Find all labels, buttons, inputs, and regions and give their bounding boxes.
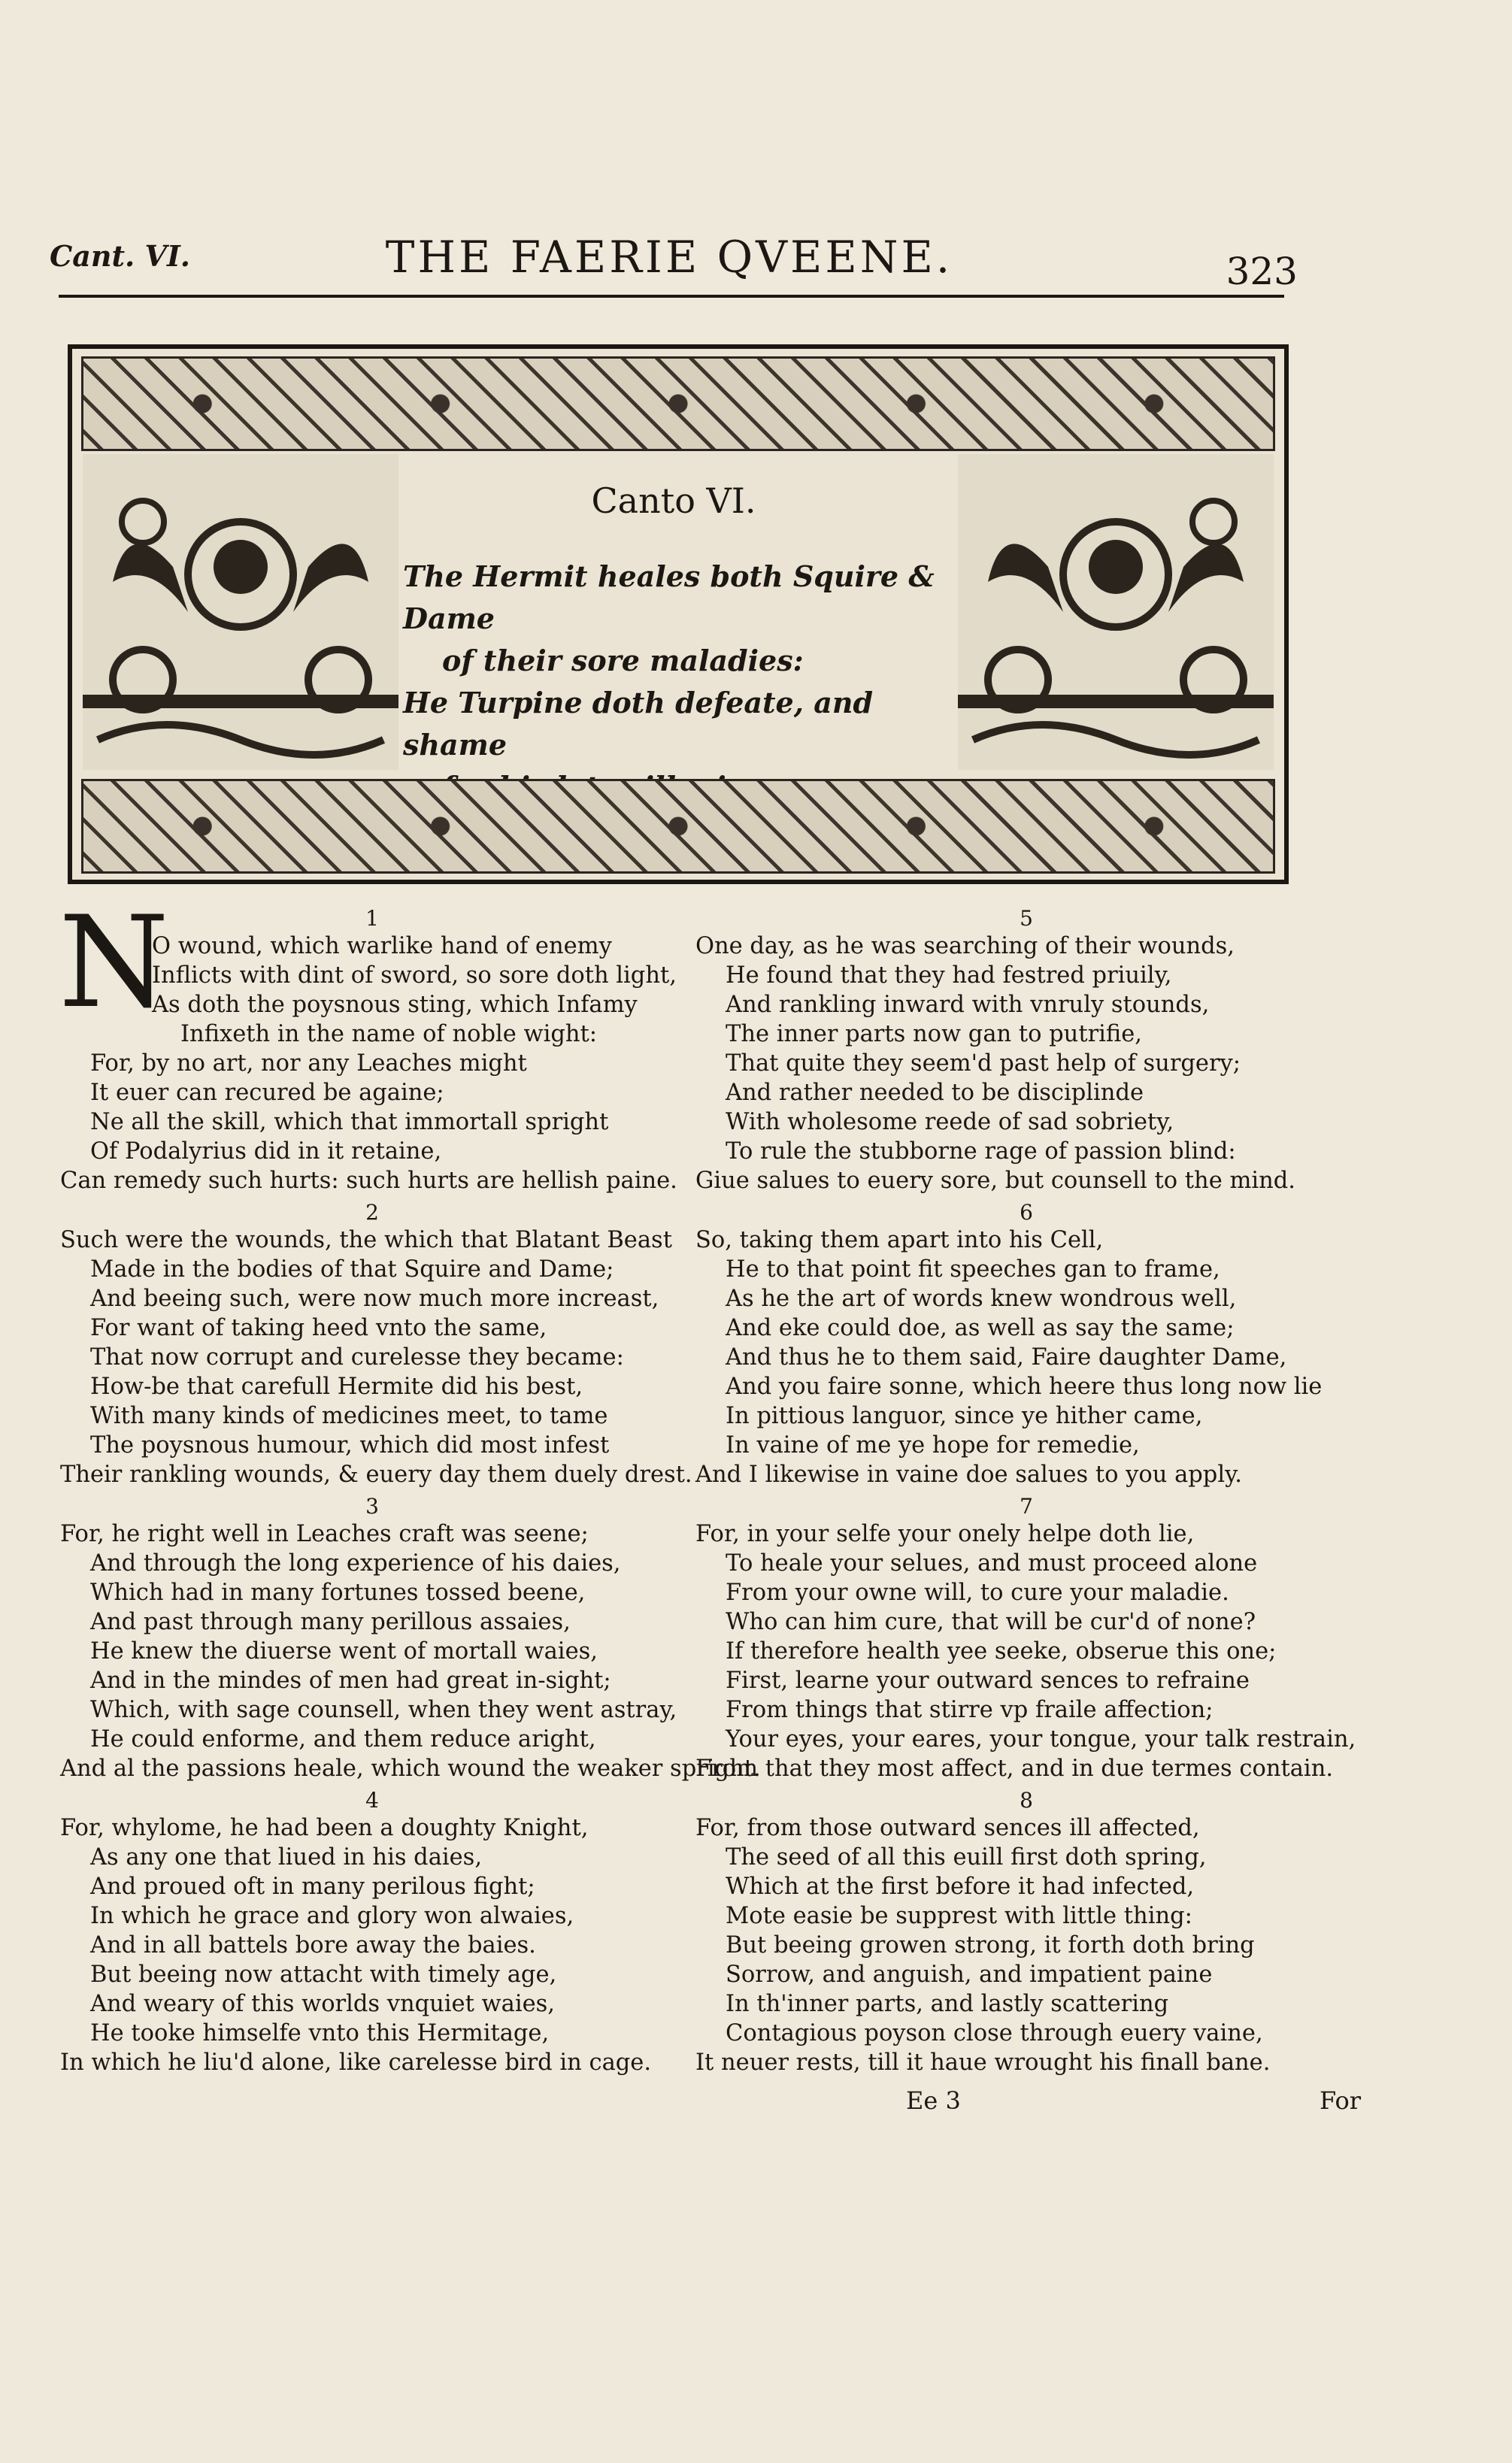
text-column-right [695, 906, 1357, 2082]
verse-line: And thus he to them said, Faire daughter Dame, [726, 1344, 1287, 1371]
header-rule [59, 295, 1284, 298]
canto-label: Cant. VI. [50, 239, 190, 273]
stanza-number: 3 [365, 1494, 379, 1519]
canto-argument [403, 556, 944, 808]
verse-line: With many kinds of medicines meet, to tame [90, 1403, 608, 1429]
verse-line: For want of taking heed vnto the same, [90, 1315, 547, 1341]
stanza-number: 4 [365, 1788, 379, 1813]
verse-line: For, in your selfe your onely helpe doth lie, [695, 1521, 1195, 1547]
verse-line: For, by no art, nor any Leaches might [90, 1050, 527, 1077]
verse-line: Which, with sage counsell, when they went astray, [90, 1697, 677, 1723]
running-title: THE FAERIE QVEENE. [385, 232, 953, 283]
page-footer [695, 2086, 1361, 2122]
verse-line: Sorrow, and anguish, and impatient paine [726, 1962, 1213, 1988]
argument-line: The Hermit heales both Squire & Dame [403, 559, 935, 635]
verse-line: And eke could doe, as well as say the same; [726, 1315, 1235, 1341]
verse-line: Giue salues to euery sore, but counsell to the mind. [695, 1168, 1295, 1194]
verse-line: Made in the bodies of that Squire and Dame; [90, 1256, 614, 1283]
verse-line: Your eyes, your eares, your tongue, your talk restrain, [726, 1726, 1356, 1753]
verse-line: And rankling inward with vnruly stounds, [726, 992, 1210, 1018]
argument-line: of their sore maladies: [442, 644, 804, 677]
verse-line: Infixeth in the name of noble wight: [180, 1021, 598, 1047]
text-column-left [59, 889, 761, 2082]
verse-line: For, from those outward sences ill affected, [695, 1815, 1200, 1841]
verse-line: Can remedy such hurts: such hurts are hellish paine. [60, 1168, 677, 1194]
stanza-number: 2 [365, 1200, 379, 1225]
verse-line: For, whylome, he had been a doughty Knight, [60, 1815, 589, 1841]
argument-line: He Turpine doth defeate, and shame [403, 686, 874, 762]
verse-line: Their rankling wounds, & euery day them duely drest. [60, 1462, 692, 1488]
verse-line: It neuer rests, till it haue wrought his finall bane. [695, 2049, 1271, 2076]
floral-border-bottom [81, 779, 1275, 874]
verse-line: As any one that liued in his daies, [90, 1844, 483, 1871]
verse-line: Which had in many fortunes tossed beene, [90, 1580, 586, 1606]
canto-title: Canto VI. [591, 480, 756, 521]
stanza [695, 1788, 1357, 2077]
verse-line: In vaine of me ye hope for remedie, [726, 1432, 1140, 1459]
verse-line: So, taking them apart into his Cell, [695, 1227, 1104, 1253]
verse-line: With wholesome reede of sad sobriety, [726, 1109, 1174, 1135]
page-number: 323 [1226, 250, 1298, 293]
verse-line: The inner parts now gan to putrifie, [726, 1021, 1143, 1047]
verse-line: And I likewise in vaine doe salues to you apply. [695, 1462, 1242, 1488]
canto-heading [403, 480, 944, 762]
stanza-number: 7 [1020, 1494, 1033, 1519]
verse-line: First, learne your outward sences to refraine [726, 1668, 1250, 1694]
floral-border-top [81, 356, 1275, 451]
verse-line: And through the long experience of his daies, [90, 1550, 621, 1577]
verse-line: But beeing now attacht with timely age, [90, 1962, 557, 1988]
verse-line: The poysnous humour, which did most infest [90, 1432, 610, 1459]
verse-line: And al the passions heale, which wound the weaker spright. [60, 1756, 761, 1782]
verse-line: To heale your selues, and must proceed alone [726, 1550, 1258, 1577]
verse-line: It euer can recured be againe; [90, 1080, 444, 1106]
verse-line: Such were the wounds, the which that Blatant Beast [60, 1227, 672, 1253]
verse-line: As doth the poysnous sting, which Infamy [152, 992, 638, 1018]
verse-line: In which he grace and glory won alwaies, [90, 1903, 574, 1929]
cherub-ornament-left [83, 454, 398, 770]
verse-line: Which at the first before it had infected, [726, 1874, 1195, 1900]
drop-capital: N [59, 889, 169, 1036]
stanza [60, 1494, 761, 1783]
running-header [45, 232, 1298, 293]
verse-line: From that they most affect, and in due termes contain. [695, 1756, 1334, 1782]
verse-line: But beeing growen strong, it forth doth bring [726, 1932, 1255, 1959]
verse-line: Mote easie be supprest with little thing: [726, 1903, 1192, 1929]
verse-line: In pittious languor, since ye hither came, [726, 1403, 1203, 1429]
stanza-number: 8 [1020, 1788, 1033, 1813]
stanza [695, 906, 1357, 1195]
stanza-number: 6 [1020, 1200, 1033, 1225]
catchword: For [1319, 2086, 1361, 2115]
verse-line: How-be that carefull Hermite did his best, [90, 1374, 583, 1400]
verse-line: Inflicts with dint of sword, so sore doth light, [152, 962, 677, 989]
verse-line: And weary of this worlds vnquiet waies, [90, 1991, 555, 2017]
verse-line: And in all battels bore away the baies. [90, 1932, 536, 1959]
verse-line: He knew the diuerse went of mortall waies, [90, 1638, 598, 1665]
verse-line: And past through many perillous assaies, [90, 1609, 571, 1635]
verse-line: The seed of all this euill first doth spring, [726, 1844, 1207, 1871]
verse-line: As he the art of words knew wondrous well, [726, 1286, 1237, 1312]
stanza [695, 1494, 1357, 1783]
verse-line: From your owne will, to cure your maladie. [726, 1580, 1229, 1606]
verse-line: He found that they had festred priuily, [726, 962, 1172, 989]
verse-line: Of Podalyrius did in it retaine, [90, 1138, 442, 1165]
verse-line: Who can him cure, that will be cur'd of none? [726, 1609, 1256, 1635]
verse-line: Ne all the skill, which that immortall spright [90, 1109, 609, 1135]
stanza-number: 1 [365, 906, 379, 931]
verse-line: He could enforme, and them reduce aright, [90, 1726, 596, 1753]
verse-line: Contagious poyson close through euery vaine, [726, 2020, 1263, 2046]
verse-line: In th'inner parts, and lastly scattering [726, 1991, 1169, 2017]
stanza [60, 1788, 684, 2077]
verse-line: That now corrupt and curelesse they became: [90, 1344, 624, 1371]
verse-line: To rule the stubborne rage of passion blind: [726, 1138, 1236, 1165]
cherub-ornament-right [958, 454, 1274, 770]
verse-line: One day, as he was searching of their wounds, [695, 933, 1235, 959]
verse-line: For, he right well in Leaches craft was seene; [60, 1521, 589, 1547]
verse-line: And you faire sonne, which heere thus long now lie [726, 1374, 1323, 1400]
verse-line: He to that point fit speeches gan to frame, [726, 1256, 1220, 1283]
ornamental-headpiece [68, 344, 1289, 884]
verse-line: And beeing such, were now much more increast, [90, 1286, 659, 1312]
stanza-number: 5 [1020, 906, 1033, 931]
verse-line: From things that stirre vp fraile affection; [726, 1697, 1214, 1723]
stanza [59, 889, 684, 1195]
verse-line: O wound, which warlike hand of enemy [152, 933, 612, 959]
verse-line: And in the mindes of men had great in-sight; [90, 1668, 611, 1694]
verse-line: And rather needed to be disciplinde [726, 1080, 1144, 1106]
verse-line: If therefore health yee seeke, obserue this one; [726, 1638, 1277, 1665]
verse-line: He tooke himselfe vnto this Hermitage, [90, 2020, 550, 2046]
verse-line: And proued oft in many perilous fight; [90, 1874, 535, 1900]
signature-mark: Ee 3 [906, 2086, 961, 2115]
verse-line: That quite they seem'd past help of surgery; [726, 1050, 1241, 1077]
stanza [695, 1200, 1357, 1489]
stanza [60, 1200, 692, 1489]
verse-line: In which he liu'd alone, like carelesse bird in cage. [60, 2049, 652, 2076]
